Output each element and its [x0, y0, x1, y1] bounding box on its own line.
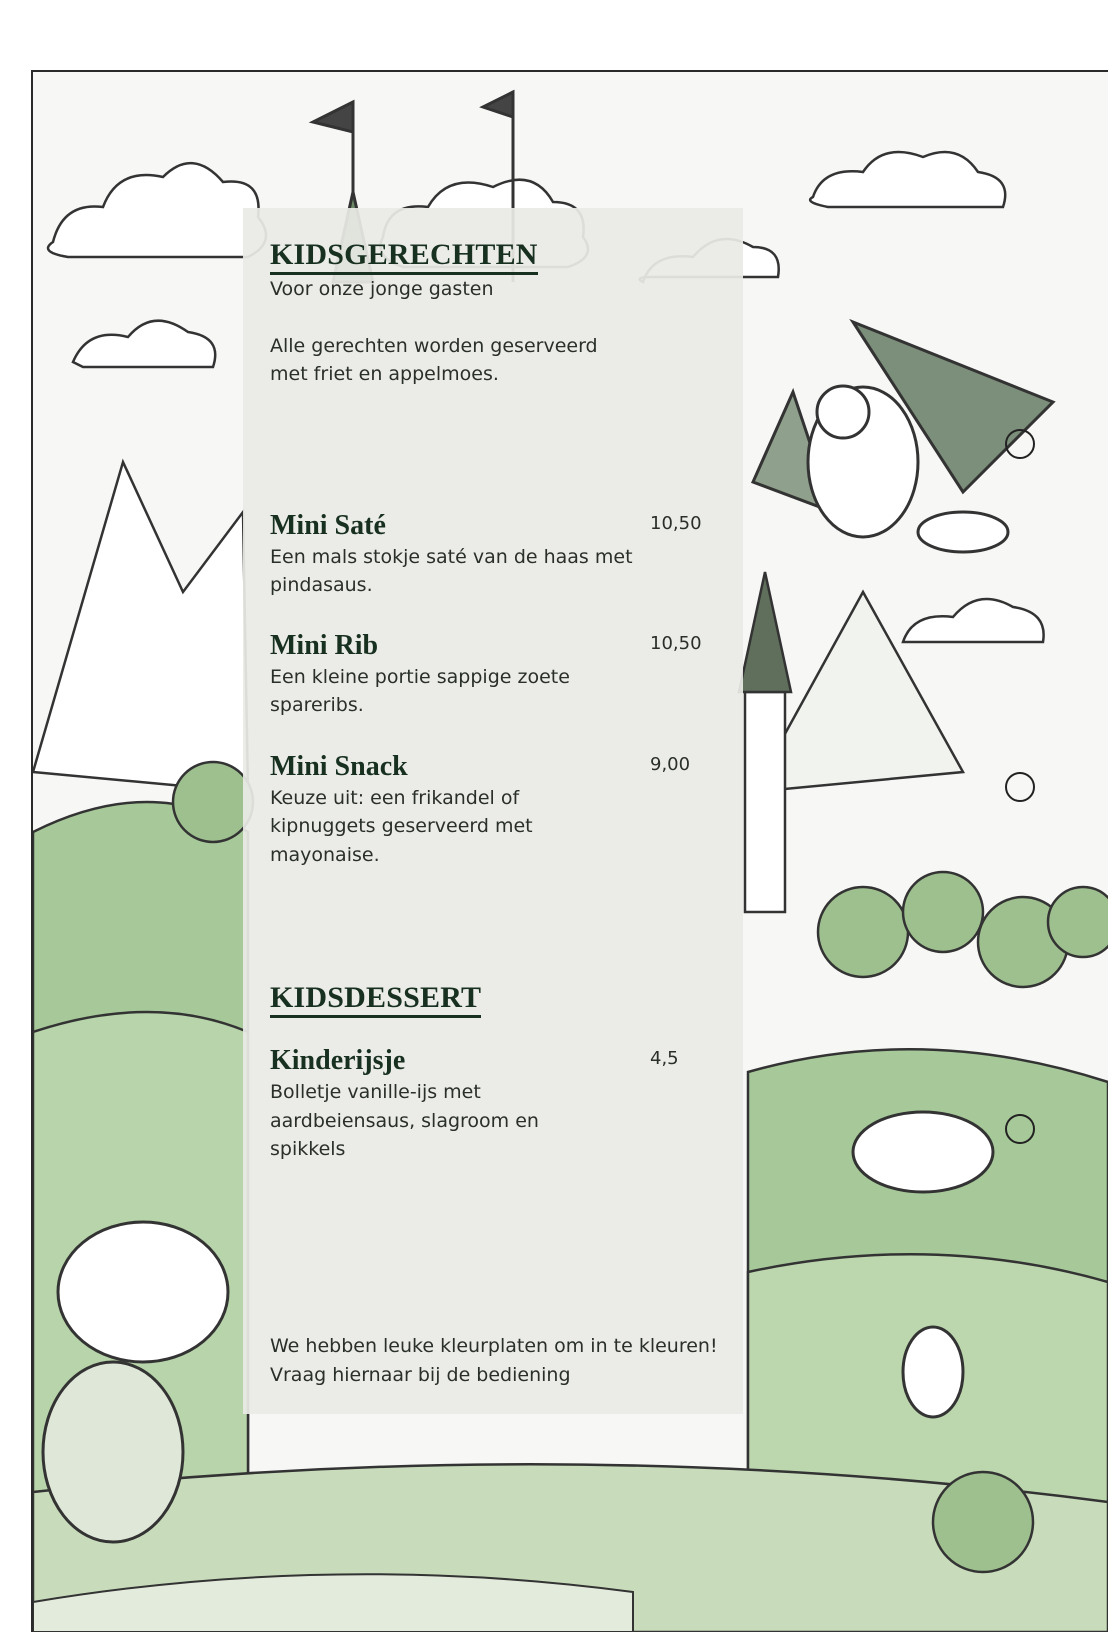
item-description: Keuze uit: een frikandel of kipnuggets geserveerd met mayonaise. [270, 786, 533, 866]
section-subtitle: Voor onze jonge gasten [270, 278, 494, 300]
item-name: Mini Saté [270, 509, 386, 541]
menu-item [270, 750, 713, 870]
menu-panel [243, 208, 743, 1414]
item-price: 10,50 [650, 632, 702, 654]
footer-line-2: Vraag hiernaar bij de bediening [270, 1363, 571, 1386]
item-description: Een mals stokje saté van de haas met pindasaus. [270, 545, 633, 596]
item-price: 10,50 [650, 512, 702, 534]
item-name: Mini Snack [270, 750, 408, 782]
section-title-kidsgerechten: KIDSGERECHTEN [270, 238, 538, 275]
intro-line-1: Alle gerechten worden geserveerd [270, 334, 598, 357]
item-price: 9,00 [650, 753, 691, 775]
item-description: Een kleine portie sappige zoete spareribs. [270, 665, 570, 716]
footer-note [270, 1332, 740, 1389]
intro-line-2: met friet en appelmoes. [270, 363, 499, 385]
tower [739, 572, 791, 912]
item-name: Mini Rib [270, 629, 379, 661]
item-name: Kinderijsje [270, 1045, 406, 1076]
item-price: 4,5 [650, 1048, 679, 1069]
menu-item [270, 509, 713, 600]
menu-item [270, 1044, 713, 1164]
section-title-kidsdessert: KIDSDESSERT [270, 981, 481, 1018]
item-description: Bolletje vanille-ijs met aardbeiensaus, slagroom en spikkels [270, 1081, 539, 1160]
section-intro [270, 332, 630, 389]
footer-line-1: We hebben leuke kleurplaten om in te kleuren! [270, 1335, 718, 1357]
edge-markers [1006, 430, 1034, 1143]
menu-item [270, 629, 713, 720]
